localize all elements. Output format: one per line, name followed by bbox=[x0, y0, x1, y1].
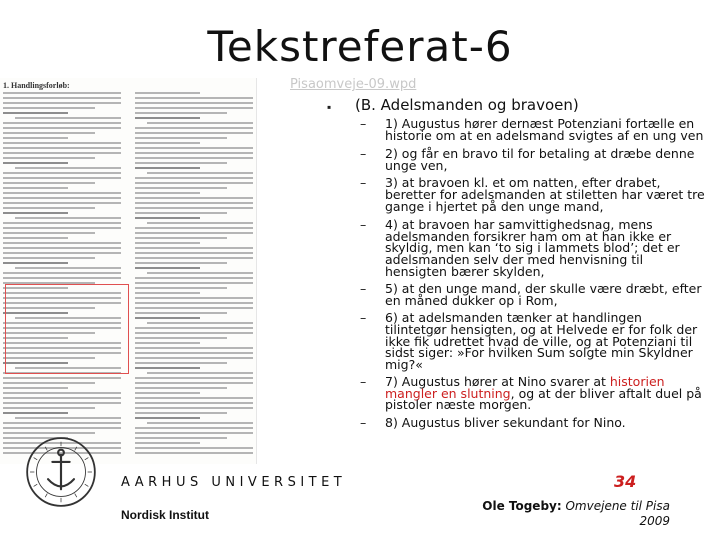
document-text-line bbox=[3, 212, 68, 214]
document-text-line bbox=[3, 397, 121, 399]
institute-name: Nordisk Institut bbox=[121, 508, 210, 522]
document-text-line bbox=[3, 162, 68, 164]
document-text-line bbox=[135, 307, 253, 309]
document-text-line bbox=[135, 302, 253, 304]
document-text-line bbox=[3, 227, 121, 229]
document-text-line bbox=[3, 132, 95, 134]
document-text-line bbox=[3, 392, 121, 394]
document-text-line bbox=[135, 102, 253, 104]
document-column-left bbox=[3, 92, 121, 457]
document-text-line bbox=[135, 282, 253, 284]
document-text-line bbox=[147, 122, 253, 124]
list-item bbox=[360, 415, 705, 431]
document-text-line bbox=[3, 127, 121, 129]
document-text-line bbox=[135, 352, 253, 354]
document-text-line bbox=[3, 387, 68, 389]
document-text-line bbox=[147, 422, 253, 424]
document-text-line bbox=[3, 277, 121, 279]
year: 2009 bbox=[639, 514, 670, 528]
document-text-line bbox=[135, 157, 253, 159]
document-text-line bbox=[3, 242, 121, 244]
document-text-line bbox=[135, 207, 253, 209]
document-text-line bbox=[3, 412, 68, 414]
document-text-line bbox=[135, 442, 200, 444]
item-text-before: 7) Augustus hører at Nino svarer at bbox=[385, 374, 610, 390]
document-text-line bbox=[135, 97, 253, 99]
document-text-line bbox=[3, 382, 95, 384]
document-text-line bbox=[3, 202, 121, 204]
document-text-line bbox=[135, 437, 227, 439]
author-name: Ole Togeby: bbox=[482, 499, 562, 513]
document-text-line bbox=[3, 182, 95, 184]
document-text-line bbox=[3, 142, 121, 144]
document-text-line bbox=[135, 107, 253, 109]
document-text-line bbox=[135, 362, 227, 364]
document-text-line bbox=[3, 272, 121, 274]
document-text-line bbox=[135, 337, 227, 339]
document-text-line bbox=[147, 172, 253, 174]
item-text: 1) Augustus hører dernæst Potenziani fortælle en historie om at en adelsmand svigtes af en ung ven bbox=[385, 116, 704, 143]
document-text-line bbox=[3, 237, 68, 239]
document-text-line bbox=[135, 117, 200, 119]
document-text-line bbox=[3, 177, 121, 179]
document-text-line bbox=[135, 147, 253, 149]
university-seal-icon bbox=[25, 436, 97, 508]
document-text-line bbox=[135, 212, 227, 214]
document-text-line bbox=[135, 127, 253, 129]
page-number: 34 bbox=[614, 472, 637, 491]
document-text-line bbox=[3, 92, 121, 94]
document-text-line bbox=[135, 242, 200, 244]
document-text-line bbox=[135, 447, 253, 449]
document-text-line bbox=[135, 152, 253, 154]
document-text-line bbox=[135, 297, 253, 299]
university-name: AARHUS UNIVERSITET bbox=[121, 475, 347, 490]
document-text-line bbox=[135, 402, 253, 404]
document-text-line bbox=[3, 112, 68, 114]
document-text-line bbox=[3, 187, 68, 189]
item-text: 8) Augustus bliver sekundant for Nino. bbox=[385, 415, 626, 431]
document-text-line bbox=[135, 197, 253, 199]
list-item bbox=[360, 146, 705, 173]
document-text-line bbox=[135, 267, 200, 269]
document-text-line bbox=[135, 287, 227, 289]
list-item bbox=[360, 217, 705, 279]
document-text-line bbox=[135, 167, 200, 169]
dash-icon: – bbox=[360, 415, 367, 431]
document-text-line bbox=[135, 427, 253, 429]
document-text-line bbox=[135, 277, 253, 279]
document-text-line bbox=[135, 327, 253, 329]
document-text-line bbox=[135, 392, 200, 394]
document-text-line bbox=[3, 252, 121, 254]
document-text-line bbox=[135, 432, 253, 434]
document-text-line bbox=[3, 262, 68, 264]
document-text-line bbox=[3, 402, 121, 404]
document-heading: 1. Handlingsforløb: bbox=[3, 81, 70, 90]
document-text-line bbox=[135, 187, 227, 189]
document-text-line bbox=[135, 312, 227, 314]
section-heading: (B. Adelsmanden og bravoen) bbox=[355, 96, 579, 114]
document-text-line bbox=[3, 432, 95, 434]
document-text-line bbox=[135, 412, 227, 414]
item-text: 3) at bravoen kl. et om natten, efter drabet, beretter for adelsmanden at stiletten har været tre gange i hjertet på den unge mand, bbox=[385, 175, 705, 214]
document-text-line bbox=[135, 452, 253, 454]
document-text-line bbox=[3, 152, 121, 154]
item-text: 5) at den unge mand, der skulle være dræbt, efter en måned dukker op i Rom, bbox=[385, 281, 702, 308]
document-text-line bbox=[3, 427, 121, 429]
document-text-line bbox=[147, 322, 253, 324]
document-text-line bbox=[135, 332, 253, 334]
document-text-line bbox=[3, 257, 95, 259]
document-text-line bbox=[147, 272, 253, 274]
document-text-line bbox=[135, 252, 253, 254]
document-text-line bbox=[135, 217, 200, 219]
document-text-line bbox=[3, 97, 121, 99]
document-text-line bbox=[3, 197, 121, 199]
document-text-line bbox=[135, 177, 253, 179]
document-text-line bbox=[3, 172, 121, 174]
document-text-line bbox=[3, 192, 121, 194]
dash-icon: – bbox=[360, 217, 367, 233]
document-text-line bbox=[135, 317, 200, 319]
document-text-line bbox=[135, 202, 253, 204]
document-text-line bbox=[15, 217, 121, 219]
document-text-line bbox=[135, 192, 200, 194]
document-text-line bbox=[3, 422, 121, 424]
document-text-line bbox=[135, 227, 253, 229]
list-item bbox=[360, 281, 705, 308]
item-text: 4) at bravoen har samvittighedsnag, mens adelsmanden forsikrer ham om at han ikke er skyldig, men kan ‘to sig i lammets blod’; det er adelsmanden selv der med henvisning til hensigten bærer skylden, bbox=[385, 217, 680, 279]
document-text-line bbox=[15, 167, 121, 169]
document-text-line bbox=[3, 147, 121, 149]
item-text: 2) og får en bravo til for betaling at dræbe denne unge ven, bbox=[385, 146, 695, 173]
document-text-line bbox=[135, 112, 227, 114]
list-item bbox=[360, 374, 705, 413]
document-text-line bbox=[3, 207, 95, 209]
work-title: Omvejene til Pisa bbox=[565, 499, 670, 513]
document-text-line bbox=[15, 417, 121, 419]
footer-author bbox=[482, 499, 670, 529]
document-text-line bbox=[3, 122, 121, 124]
document-text-line bbox=[135, 162, 227, 164]
document-text-line bbox=[15, 267, 121, 269]
item-text: 6) at adelsmanden tænker at handlingen tilintetgør hensigten, og at Helvede er for folk der ikke fik udrettet hvad de ville, og at Potenziani til sidst siger: »For hvilken Sum solgte min Skyldner mig?« bbox=[385, 310, 698, 372]
document-text-line bbox=[3, 137, 68, 139]
dash-icon: – bbox=[360, 374, 367, 390]
file-link[interactable]: Pisaomveje-09.wpd bbox=[290, 77, 417, 92]
document-text-line bbox=[135, 367, 200, 369]
document-text-line bbox=[147, 222, 253, 224]
item-list bbox=[360, 116, 705, 431]
document-text-line bbox=[135, 132, 253, 134]
dash-icon: – bbox=[360, 146, 367, 162]
document-text-line bbox=[135, 257, 253, 259]
document-text-line bbox=[135, 382, 253, 384]
document-text-line bbox=[135, 377, 253, 379]
dash-icon: – bbox=[360, 281, 367, 297]
document-text-line bbox=[135, 92, 200, 94]
list-item bbox=[360, 310, 705, 372]
document-text-line bbox=[135, 347, 253, 349]
document-text-line bbox=[135, 262, 227, 264]
document-text-line bbox=[3, 157, 95, 159]
document-text-line bbox=[135, 142, 200, 144]
document-page-image bbox=[0, 78, 257, 464]
document-column-right bbox=[135, 92, 253, 457]
document-text-line bbox=[135, 397, 253, 399]
item-text-after: , og at der bliver aftalt duel på pistoler næste morgen. bbox=[385, 385, 702, 413]
highlighted-phrase: historien mangler en slutning bbox=[385, 374, 665, 401]
bullet-icon: ▪ bbox=[327, 100, 332, 114]
document-text-line bbox=[3, 222, 121, 224]
document-text-line bbox=[3, 407, 95, 409]
document-text-line bbox=[3, 377, 121, 379]
document-text-line bbox=[135, 357, 253, 359]
document-text-line bbox=[135, 237, 227, 239]
document-text-line bbox=[15, 117, 121, 119]
list-item bbox=[360, 175, 705, 214]
document-text-line bbox=[135, 417, 200, 419]
document-text-line bbox=[135, 137, 227, 139]
list-item bbox=[360, 116, 705, 143]
document-text-line bbox=[135, 342, 200, 344]
document-text-line bbox=[135, 407, 253, 409]
document-text-line bbox=[3, 107, 95, 109]
document-text-line bbox=[3, 102, 121, 104]
highlight-box bbox=[5, 284, 129, 374]
document-text-line bbox=[3, 247, 121, 249]
document-text-line bbox=[135, 247, 253, 249]
document-text-line bbox=[135, 292, 200, 294]
slide-title: Tekstreferat-6 bbox=[207, 22, 513, 71]
dash-icon: – bbox=[360, 175, 367, 191]
document-text-line bbox=[147, 372, 253, 374]
document-text-line bbox=[135, 387, 227, 389]
document-text-line bbox=[3, 232, 95, 234]
document-text-line bbox=[135, 232, 253, 234]
dash-icon: – bbox=[360, 310, 367, 326]
dash-icon: – bbox=[360, 116, 367, 131]
document-text-line bbox=[135, 182, 253, 184]
